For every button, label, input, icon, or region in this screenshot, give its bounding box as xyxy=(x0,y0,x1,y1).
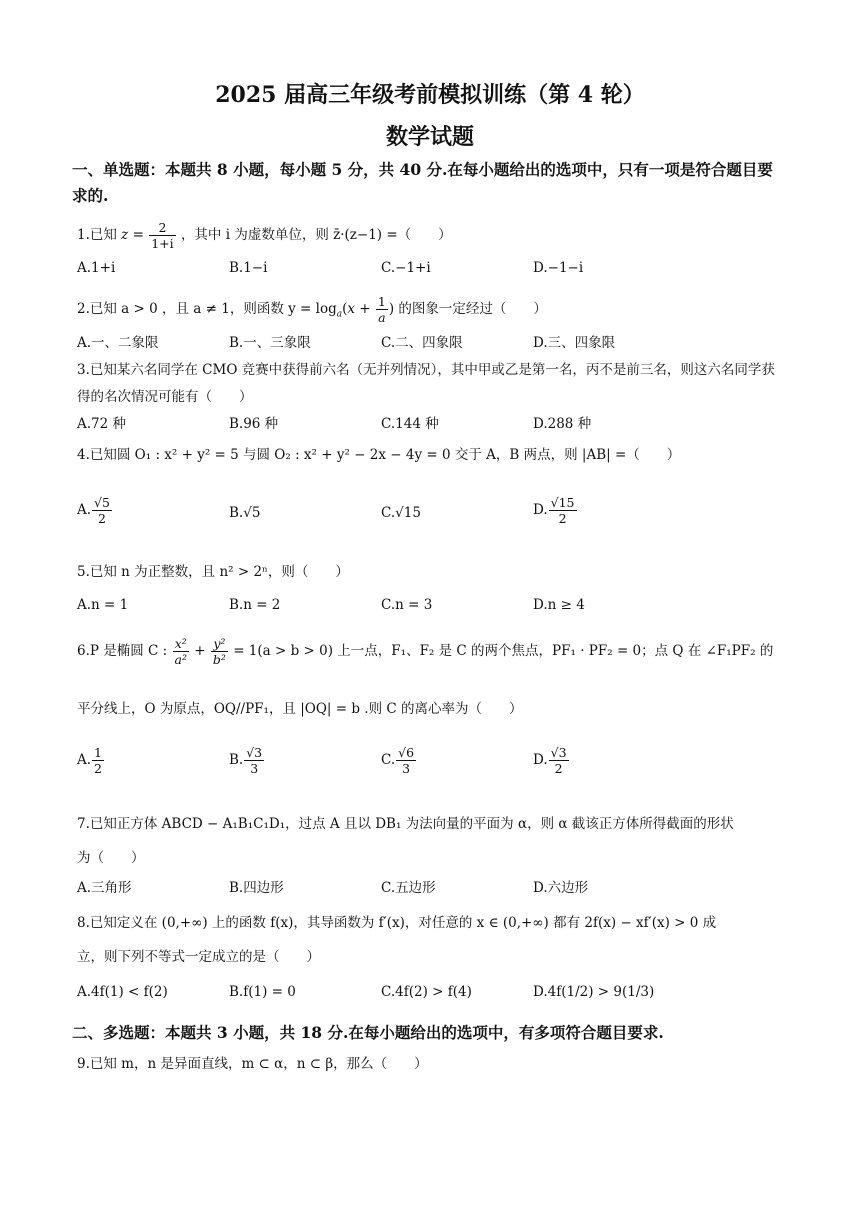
question-2: 2.已知 a > 0 ，且 a ≠ 1，则函数 $y = \log_a(x$ + $\frac{1}{a}$ ) 的图象一定经过（ ） xyxy=(77,294,547,325)
q6-option-d[interactable]: D. $\frac{√3}{2}$ xyxy=(533,745,567,776)
question-1: 1.已知 z = $\frac{2}{1+i}$ ，其中 i 为虚数单位，则 z̄·(z−1) =（ ） xyxy=(77,220,452,251)
question-7-line2: 为（ ） xyxy=(77,850,145,866)
exam-subtitle: 数学试题 xyxy=(385,124,474,150)
question-8-line2: 立，则下列不等式一定成立的是（ ） xyxy=(77,949,320,965)
q2-option-b[interactable]: B.一、三象限 xyxy=(229,335,311,351)
question-3-options xyxy=(77,412,788,442)
q2-option-a[interactable]: A.一、二象限 xyxy=(77,335,159,351)
q3-option-d[interactable]: D.288 种 xyxy=(533,416,592,432)
q6-option-c[interactable]: C. $\frac{√6}{3}$ xyxy=(381,745,415,776)
q7-option-d[interactable]: D.六边形 xyxy=(533,880,589,896)
q5-option-a[interactable]: A.n = 1 xyxy=(77,597,129,613)
q8-option-b[interactable]: B.f(1) = 0 xyxy=(229,984,296,1000)
q1-option-b[interactable]: B.1−i xyxy=(229,260,268,276)
q4-option-a[interactable]: A. $\frac{√5}{2}$ xyxy=(77,495,110,526)
q6-option-b[interactable]: B. $\frac{√3}{3}$ xyxy=(229,745,263,776)
question-8: 8.已知定义在 (0,+∞) 上的函数 f(x)，其导函数为 f′(x)，对任意的 x ∈ (0,+∞) 都有 2f(x) − xf′(x) > 0 成 xyxy=(77,915,717,931)
q4-option-c[interactable]: C.√15 xyxy=(381,505,421,521)
q5-option-c[interactable]: C.n = 3 xyxy=(381,597,433,613)
q6-option-a[interactable]: A. $\frac{1}{2}$ xyxy=(77,745,102,776)
question-6-line2: 平分线上，O 为原点，OQ//PF₁，且 |OQ| = b .则 C 的离心率为（ ） xyxy=(77,701,523,717)
q3-option-c[interactable]: C.144 种 xyxy=(381,416,439,432)
question-5: 5.已知 n 为正整数，且 n² > 2ⁿ，则（ ） xyxy=(77,564,349,580)
question-5-options xyxy=(77,597,788,627)
question-6: 6.P 是椭圆 C : $\frac{\text{x²}}{\text{a²}}$ + $\frac{\text{y²}}{\text{b²}}$ = 1(a > b > 0) 上一点，F₁、F₂ 是 C 的两个焦点，PF₁ · PF₂ = 0；点 Q 在 ∠F₁PF₂ 的 xyxy=(77,636,774,667)
q5-option-d[interactable]: D.n ≥ 4 xyxy=(533,597,585,613)
q7-option-c[interactable]: C.五边形 xyxy=(381,880,436,896)
q8-option-c[interactable]: C.4f(2) > f(4) xyxy=(381,984,472,1000)
q3-option-a[interactable]: A.72 种 xyxy=(77,416,127,432)
exam-title: 2025 届高三年级考前模拟训练（第 4 轮） xyxy=(215,82,645,108)
q2-option-c[interactable]: C.二、四象限 xyxy=(381,335,463,351)
question-7: 7.已知正方体 ABCD − A₁B₁C₁D₁，过点 A 且以 DB₁ 为法向量的平面为 α，则 α 截该正方体所得截面的形状 xyxy=(77,816,734,832)
q4-option-b[interactable]: B.√5 xyxy=(229,505,261,521)
q1-fraction: $\frac{2}{1+i}$ xyxy=(151,220,174,251)
q1-option-d[interactable]: D.−1−i xyxy=(533,260,584,276)
question-8-options xyxy=(77,984,788,1014)
question-3: 3.已知某六名同学在 CMO 竞赛中获得前六名（无并列情况），其中甲或乙是第一名，丙不是前三名，则这六名同学获得的名次情况可能有（ ） xyxy=(77,362,775,405)
question-1-options xyxy=(77,260,788,290)
q7-option-a[interactable]: A.三角形 xyxy=(77,880,132,896)
q8-option-a[interactable]: A.4f(1) < f(2) xyxy=(77,984,168,1000)
question-6-options xyxy=(77,745,788,775)
q7-option-b[interactable]: B.四边形 xyxy=(229,880,284,896)
q3-option-b[interactable]: B.96 种 xyxy=(229,416,279,432)
question-4-options xyxy=(77,495,788,525)
q2-fraction: $\frac{1}{a}$ xyxy=(377,294,386,325)
question-4: 4.已知圆 O₁ : x² + y² = 5 与圆 O₂ : x² + y² − 2x − 4y = 0 交于 A，B 两点，则 |AB| =（ ） xyxy=(77,447,681,463)
section-multi-choice-header: 二、多选题：本题共 3 小题，共 18 分.在每小题给出的选项中，有多项符合题目要求. xyxy=(72,1023,664,1042)
section-single-choice-header: 一、单选题：本题共 8 小题，每小题 5 分，共 40 分.在每小题给出的选项中，只有一项是符合题目要求的. xyxy=(72,160,773,205)
q1-option-c[interactable]: C.−1+i xyxy=(381,260,431,276)
q4-option-d[interactable]: D. $\frac{√15}{2}$ xyxy=(533,495,575,526)
question-7-options xyxy=(77,876,788,906)
q1-option-a[interactable]: A.1+i xyxy=(77,260,116,276)
q2-option-d[interactable]: D.三、四象限 xyxy=(533,335,616,351)
question-9: 9.已知 m，n 是异面直线，m ⊂ α，n ⊂ β，那么（ ） xyxy=(77,1056,428,1072)
q8-option-d[interactable]: D.4f(1/2) > 9(1/3) xyxy=(533,984,655,1000)
q5-option-b[interactable]: B.n = 2 xyxy=(229,597,281,613)
